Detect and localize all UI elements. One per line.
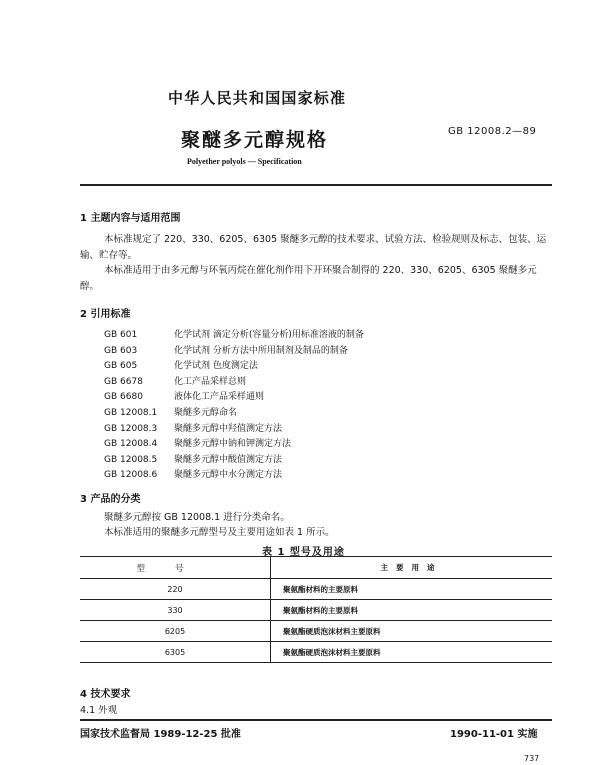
approval-line: 国家技术监督局 1989-12-25 批准 xyxy=(80,729,241,740)
bottom-divider xyxy=(80,719,552,721)
usage-cell: 聚氨酯硬质泡沫材料主要原料 xyxy=(271,642,553,663)
reference-item xyxy=(104,343,348,356)
table-caption: 表 1 型号及用途 xyxy=(262,547,345,558)
section-3-line-2: 本标准适用的聚醚多元醇型号及主要用途如表 1 所示。 xyxy=(104,527,335,538)
model-cell: 6205 xyxy=(80,621,271,642)
section-1-para-1-line-1: 本标准规定了 220、330、6205、6305 聚醚多元醇的技术要求、试验方法、检验规则及标志、包装、运 xyxy=(104,234,547,245)
reference-code: GB 12008.1 xyxy=(104,408,158,418)
reference-code: GB 12008.3 xyxy=(104,423,158,434)
column-header-model: 型号 xyxy=(80,557,271,579)
reference-code: GB 12008.5 xyxy=(104,454,158,465)
usage-cell: 聚氨酯材料的主要原料 xyxy=(271,579,553,600)
reference-code: GB 605 xyxy=(104,361,138,372)
reference-item xyxy=(104,452,282,465)
section-4-1-heading: 4.1 外观 xyxy=(80,705,118,716)
section-3-heading: 3 产品的分类 xyxy=(80,494,141,505)
section-2-heading: 2 引用标准 xyxy=(80,309,131,320)
section-1-para-1-line-2: 输、贮存等。 xyxy=(80,250,138,261)
column-header-usage: 主要用途 xyxy=(271,557,553,579)
reference-title: 聚醚多元醇中羟值测定方法 xyxy=(174,423,283,434)
reference-item xyxy=(104,327,364,340)
reference-title: 化学试剂 滴定分析(容量分析)用标准溶液的制备 xyxy=(174,330,364,340)
section-3-line-1: 聚醚多元醇按 GB 12008.1 进行分类命名。 xyxy=(104,512,290,523)
document-title: 聚醚多元醇规格 xyxy=(181,129,329,151)
reference-code: GB 6680 xyxy=(104,392,143,403)
page-number: 737 xyxy=(524,754,540,763)
issuer-heading: 中华人民共和国国家标准 xyxy=(168,89,347,107)
reference-code: GB 12008.4 xyxy=(104,439,158,450)
section-1-para-2-line-2: 醇。 xyxy=(80,281,100,292)
reference-title: 聚醚多元醇中钠和钾测定方法 xyxy=(174,439,292,450)
reference-code: GB 12008.6 xyxy=(104,470,158,481)
reference-item xyxy=(104,358,258,371)
reference-code: GB 603 xyxy=(104,345,138,356)
usage-cell: 聚氨酯硬质泡沫材料主要原料 xyxy=(271,621,553,642)
english-title: Polyether polyols — Specification xyxy=(187,157,302,166)
table-row xyxy=(80,600,552,621)
reference-title: 化工产品采样总则 xyxy=(174,376,247,387)
reference-code: GB 601 xyxy=(104,330,138,340)
section-1-para-2-line-1: 本标准适用于由多元醇与环氧丙烷在催化剂作用下开环聚合制得的 220、330、6205、6305 聚醚多元 xyxy=(104,265,537,276)
model-cell: 220 xyxy=(80,579,271,600)
reference-item xyxy=(104,467,282,480)
top-divider xyxy=(80,184,552,186)
usage-cell: 聚氨酯材料的主要原料 xyxy=(271,600,553,621)
model-cell: 6305 xyxy=(80,642,271,663)
table-row xyxy=(80,621,552,642)
model-cell: 330 xyxy=(80,600,271,621)
reference-item xyxy=(104,374,246,387)
reference-title: 聚醚多元醇中水分测定方法 xyxy=(174,470,283,481)
reference-title: 聚醚多元醇命名 xyxy=(174,408,238,418)
reference-item xyxy=(104,389,264,402)
reference-item xyxy=(104,421,282,434)
section-1-heading: 1 主题内容与适用范围 xyxy=(80,213,181,224)
standard-number: GB 12008.2—89 xyxy=(448,126,537,137)
table-header-row xyxy=(80,557,552,579)
table-row xyxy=(80,579,552,600)
reference-title: 液体化工产品采样通则 xyxy=(174,392,265,403)
reference-title: 聚醚多元醇中酸值测定方法 xyxy=(174,454,283,465)
section-4-heading: 4 技术要求 xyxy=(80,689,131,700)
reference-item xyxy=(104,405,237,418)
table-row xyxy=(80,642,552,663)
reference-title: 化学试剂 分析方法中所用制剂及制品的制备 xyxy=(174,345,348,356)
reference-code: GB 6678 xyxy=(104,376,143,387)
model-usage-table xyxy=(80,556,552,663)
implementation-date: 1990-11-01 实施 xyxy=(450,729,538,740)
reference-item xyxy=(104,436,291,449)
reference-title: 化学试剂 色度测定法 xyxy=(174,361,258,372)
